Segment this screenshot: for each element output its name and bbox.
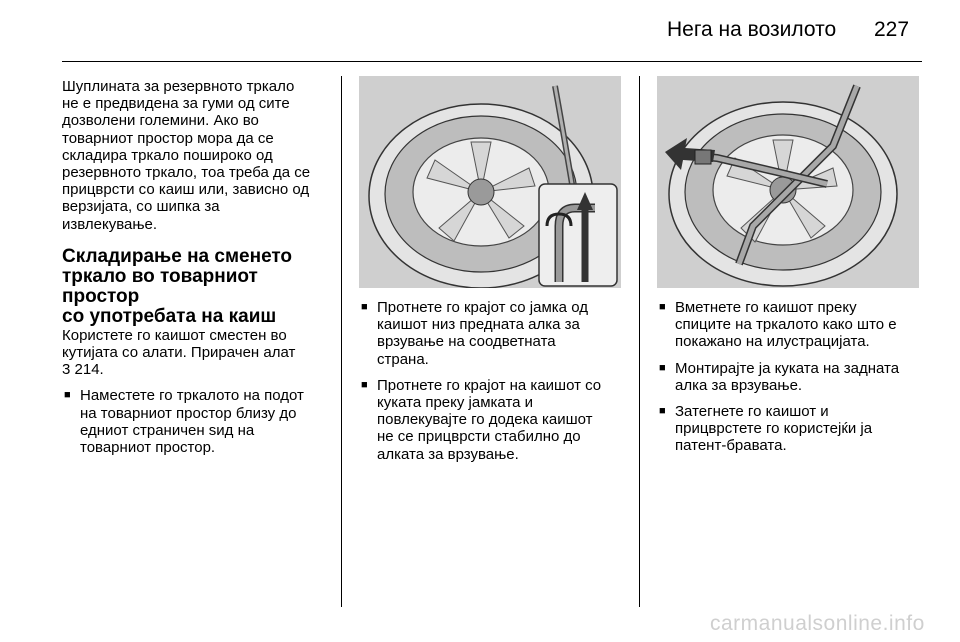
column-3 xyxy=(657,290,927,455)
section-body: Користете го каишот сместен во кутијата со алати. Прирачен алат 3 214. xyxy=(62,326,296,379)
illustration-strap-over-spokes xyxy=(657,76,919,288)
page-header-title: Нега на возилото xyxy=(667,18,837,41)
column-1 xyxy=(62,78,332,456)
instruction-bullet: ■ Затегнете го каишот и прицврстете го користејќи ја патент-бравата. xyxy=(657,403,927,455)
intro-paragraph: Шуплината за резервното тркало не е предвидена за гуми од сите дозволени големини. Ако во товарниот простор мора да се складира тркало поширoко од резервното тркало, тоа треба да се прицврсти со каиш или, зависно од верзијата, со шипка за извлекување. xyxy=(62,78,311,233)
header-rule xyxy=(62,61,922,62)
column-2 xyxy=(359,290,629,463)
instruction-bullet: ■ Протнете го крајот на каишот со куката преку јамката и повлекувајте го додека каишот не се прицврсти стабилно до алката за врзување. xyxy=(359,377,629,463)
watermark: carmanualsonline.info xyxy=(710,612,925,635)
instruction-bullet: ■ Наместете го тркалото на подот на товарниот простор близу до едниот страничен ѕид на товарниот простор. xyxy=(62,387,332,456)
column-divider-2 xyxy=(639,76,640,607)
page-number: 227 xyxy=(874,18,910,41)
instruction-bullet: ■ Протнете го крајот со јамка од каишот низ предната алка за врзување на соодветната страна. xyxy=(359,299,629,368)
column-divider-1 xyxy=(341,76,342,607)
section-heading: Складирање на сменето тркало во товарниот простор со употребата на каиш xyxy=(62,245,293,327)
instruction-bullet: ■ Монтирајте ја куката на задната алка за врзување. xyxy=(657,360,927,394)
page-reference-link[interactable]: 3 214. xyxy=(62,361,104,379)
instruction-bullet: ■ Вметнете го каишот преку спиците на тркалото како што е покажано на илустрацијата. xyxy=(657,299,927,351)
illustration-strap-loop xyxy=(359,76,621,288)
